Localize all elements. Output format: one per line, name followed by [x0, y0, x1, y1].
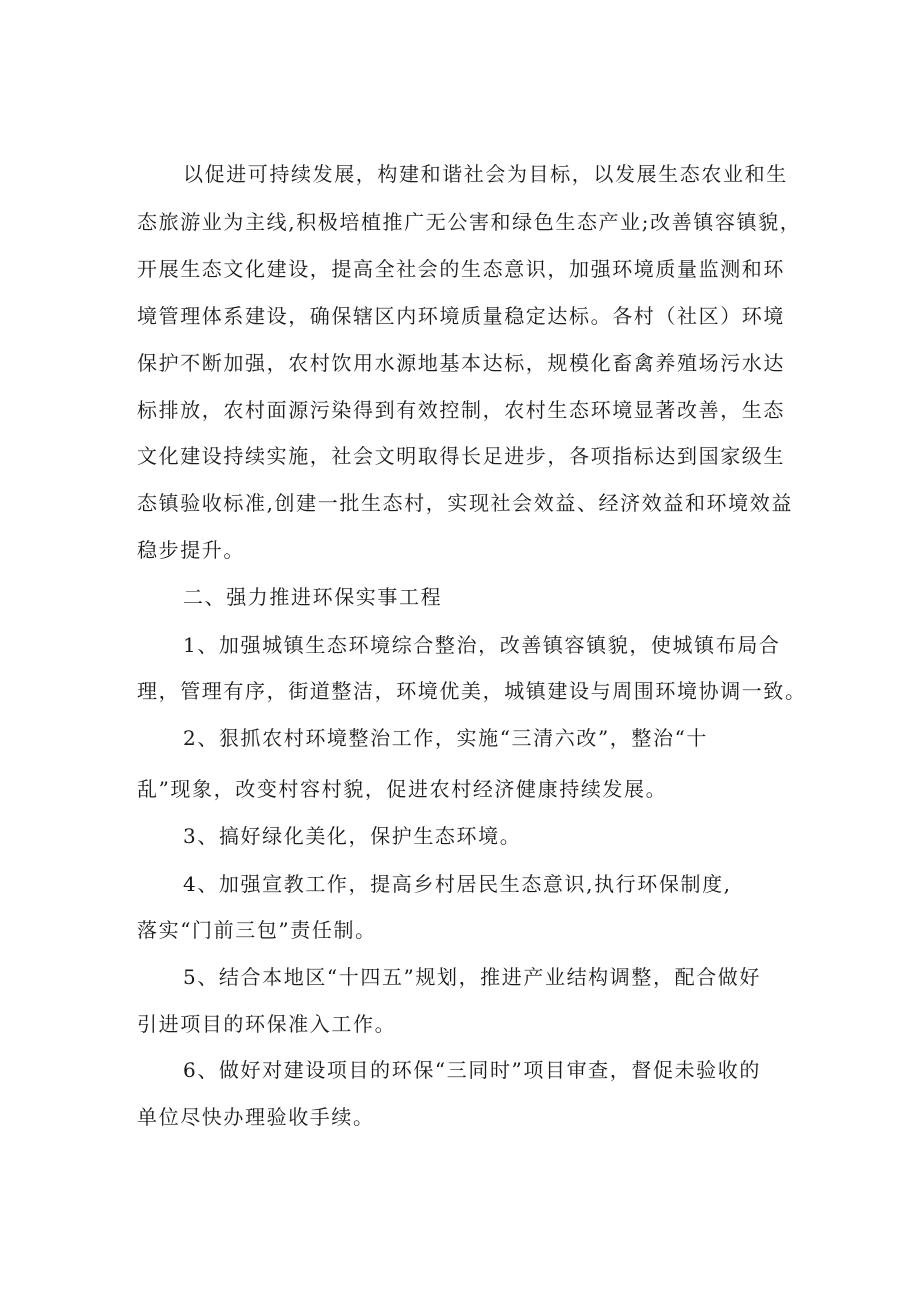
item-3-line-1: 3、搞好绿化美化，保护生态环境。: [183, 824, 522, 848]
paragraph-1-line-3: 开展生态文化建设，提高全社会的生态意识，加强环境质量监测和环: [137, 257, 785, 281]
item-1-line-2: 理，管理有序，街道整洁，环境优美，城镇建设与周围环境协调一致。: [137, 679, 807, 703]
paragraph-1-line-1: 以促进可持续发展，构建和谐社会为目标，以发展生态农业和生: [183, 162, 788, 186]
item-2-line-1: 2、狠抓农村环境整治工作，实施“三清六改”，整治“十: [183, 726, 708, 750]
item-2-line-2: 乱”现象，改变村容村貌，促进农村经济健康持续发展。: [137, 777, 668, 801]
paragraph-1-line-2: 态旅游业为主线,积极培植推广无公害和绿色生态产业;改善镇容镇貌，: [137, 210, 802, 234]
paragraph-1-line-6: 标排放，农村面源污染得到有效控制，农村生态环境显著改善，生态: [137, 398, 785, 422]
item-4-line-1: 4、加强宣教工作，提高乡村居民生态意识,执行环保制度,: [183, 872, 732, 896]
item-5-line-1: 5、结合本地区“十四五”规划，推进产业结构调整，配合做好: [183, 965, 761, 989]
paragraph-1-line-5: 保护不断加强，农村饮用水源地基本达标，规模化畜禽养殖场污水达: [137, 351, 785, 375]
item-1-line-1: 1、加强城镇生态环境综合整治，改善镇容镇貌，使城镇布局合: [183, 633, 781, 657]
item-5-line-2: 引进项目的环保准入工作。: [137, 1012, 397, 1036]
paragraph-1-line-7: 文化建设持续实施，社会文明取得长足进步，各项指标达到国家级生: [137, 444, 785, 468]
item-6-line-1: 6、做好对建设项目的环保“三同时”项目审查，督促未验收的: [183, 1058, 761, 1082]
paragraph-1-line-4: 境管理体系建设，确保辖区内环境质量稳定达标。各村（社区）环境: [137, 304, 785, 328]
paragraph-1-line-8: 态镇验收标准,创建一批生态村，实现社会效益、经济效益和环境效益: [137, 491, 793, 515]
section-heading: 二、强力推进环保实事工程: [183, 585, 443, 609]
item-4-line-2: 落实“门前三包”责任制。: [137, 918, 377, 942]
item-6-line-2: 单位尽快办理验收手续。: [137, 1105, 375, 1129]
paragraph-1-line-9: 稳步提升。: [137, 538, 245, 562]
